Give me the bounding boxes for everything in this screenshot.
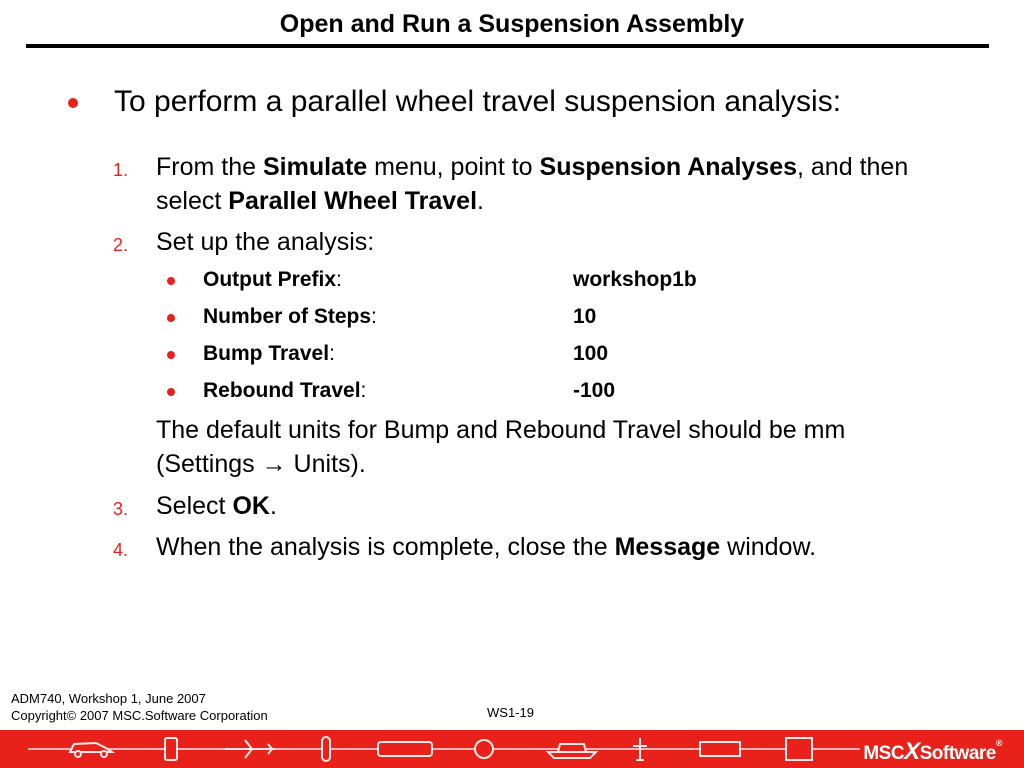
step-number: 1. bbox=[113, 160, 129, 180]
step-text: When the analysis is complete, close the Message window. bbox=[156, 533, 817, 561]
bullet-icon bbox=[68, 98, 78, 108]
step-number: 2. bbox=[113, 235, 129, 255]
window-name: Message bbox=[614, 533, 721, 561]
step-text-part: menu, point to bbox=[367, 153, 540, 181]
setting-label: Rebound Travel: bbox=[203, 379, 367, 402]
setting-label: Output Prefix: bbox=[203, 268, 342, 291]
bullet-icon bbox=[167, 388, 175, 396]
course-info: ADM740, Workshop 1, June 2007 bbox=[11, 691, 206, 706]
phone-icon bbox=[165, 738, 177, 760]
page-number: WS1-19 bbox=[487, 705, 534, 720]
menu-name: Simulate bbox=[262, 153, 368, 181]
step-text-part: , and then select bbox=[156, 153, 909, 215]
car-icon bbox=[70, 743, 112, 757]
note-line-1: The default units for Bump and Rebound Travel should be mm bbox=[156, 416, 846, 444]
setting-value: -100 bbox=[573, 379, 616, 402]
msc-software-logo: MSCXSoftware® bbox=[863, 738, 1002, 765]
step-text-part: . bbox=[477, 187, 484, 215]
truck-icon bbox=[700, 742, 740, 756]
setting-value: workshop1b bbox=[573, 268, 697, 291]
setting-label: Number of Steps: bbox=[203, 305, 377, 328]
bullet-icon bbox=[167, 351, 175, 359]
ship-icon bbox=[548, 744, 596, 758]
step-text-part: From the bbox=[156, 153, 263, 181]
footer-brand-bar bbox=[0, 730, 1024, 768]
bullet-icon bbox=[167, 277, 175, 285]
main-bullet-text: To perform a parallel wheel travel suspension analysis: bbox=[114, 85, 842, 118]
industry-icons-strip bbox=[0, 730, 860, 768]
slide-title: Open and Run a Suspension Assembly bbox=[279, 10, 745, 38]
step-number: 3. bbox=[113, 499, 129, 519]
building-icon bbox=[786, 738, 812, 760]
note-line-2: (Settings → Units). bbox=[156, 450, 366, 478]
copyright: Copyright© 2007 MSC.Software Corporation bbox=[11, 708, 268, 723]
footer-info bbox=[11, 690, 268, 724]
train-icon bbox=[378, 742, 432, 756]
arrow-right-icon: → bbox=[261, 450, 287, 478]
bullet-icon bbox=[167, 314, 175, 322]
step-text: Set up the analysis: bbox=[156, 228, 375, 256]
title-divider bbox=[26, 44, 989, 48]
gear-icon bbox=[475, 740, 493, 758]
step-number: 4. bbox=[113, 540, 129, 560]
step-text: Select OK. bbox=[156, 492, 277, 520]
units-note bbox=[156, 413, 976, 481]
setting-label: Bump Travel: bbox=[203, 342, 335, 365]
rocket-icon bbox=[322, 737, 330, 761]
submenu-name: Suspension Analyses bbox=[539, 153, 798, 181]
setting-value: 100 bbox=[573, 342, 609, 365]
setting-value: 10 bbox=[573, 305, 597, 328]
button-name: OK bbox=[232, 492, 270, 520]
airplane-icon bbox=[225, 740, 275, 758]
step-text bbox=[156, 150, 976, 218]
menu-item-name: Parallel Wheel Travel bbox=[228, 187, 478, 215]
